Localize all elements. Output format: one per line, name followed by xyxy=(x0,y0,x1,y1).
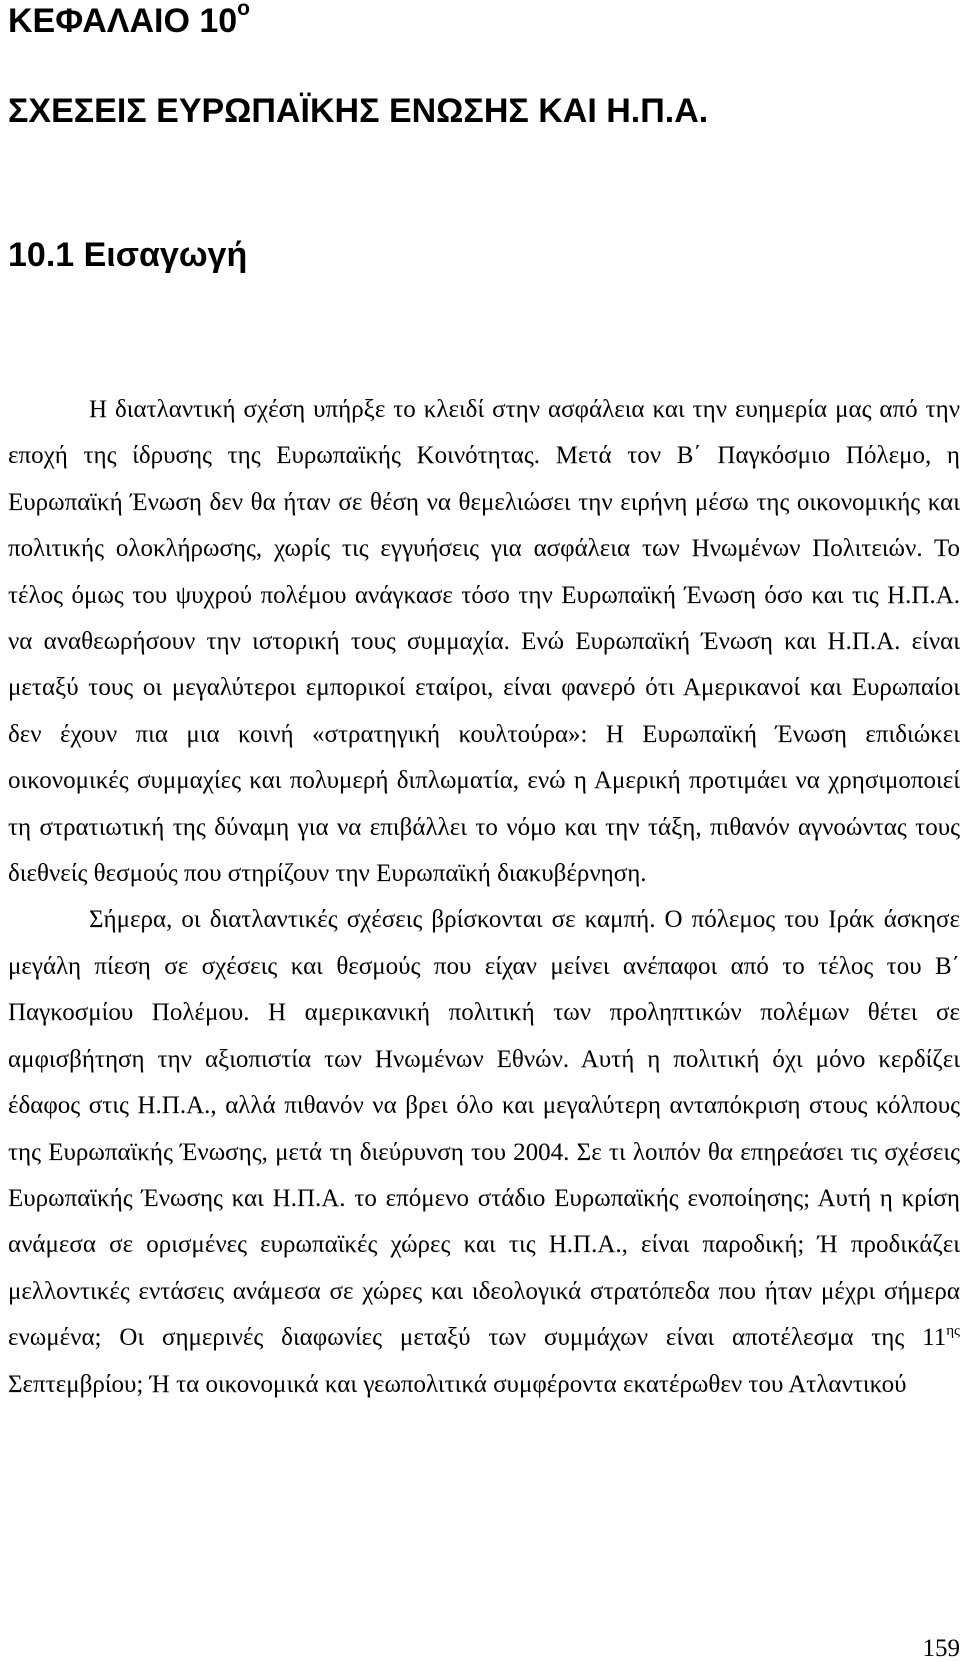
section-title: 10.1 Εισαγωγή xyxy=(8,238,247,272)
body-text xyxy=(0,387,960,1408)
paragraph-2 xyxy=(8,897,960,1407)
paragraph-1: Η διατλαντική σχέση υπήρξε το κλειδί στην ασφάλεια και την ευημερία μας από την εποχή της ίδρυσης της Ευρωπαϊκής Κοινότητας. Μετά τον Β΄ Παγκόσμιο Πόλεμο, η Ευρωπαϊκή Ένωση δεν θα ήταν σε θέση να θεμελιώσει την ειρήνη μέσω της οικονομικής και πολιτικής ολοκλήρωσης, χωρίς τις εγγυήσεις για ασφάλεια των Ηνωμένων Πολιτειών. Το τέλος όμως του ψυχρού πολέμου ανάγκασε τόσο την Ευρωπαϊκή Ένωση όσο και τις Η.Π.Α. να αναθεωρήσουν την ιστορική τους συμμαχία. Ενώ Ευρωπαϊκή Ένωση και Η.Π.Α. είναι μεταξύ τους οι μεγαλύτεροι εμπορικοί εταίροι, είναι φανερό ότι Αμερικανοί και Ευρωπαίοι δεν έχουν πια μια κοινή «στρατηγική κουλτούρα»: Η Ευρωπαϊκή Ένωση επιδιώκει οικονομικές συμμαχίες και πολυμερή διπλωματία, ενώ η Αμερική προτιμάει να χρησιμοποιεί τη στρατιωτική της δύναμη για να επιβάλλει το νόμο και την τάξη, πιθανόν αγνοώντας τους διεθνείς θεσμούς που στηρίζουν την Ευρωπαϊκή διακυβέρνηση. xyxy=(8,387,960,897)
paragraph-2-tail: Σεπτεμβρίου; Ή τα οικονομικά και γεωπολιτικά συμφέροντα εκατέρωθεν του Ατλαντικού xyxy=(8,1371,907,1398)
ordinal-superscript: ης xyxy=(946,1323,960,1339)
page-number: 159 xyxy=(923,1636,960,1661)
chapter-ordinal-superscript: ο xyxy=(237,0,250,20)
chapter-subtitle: ΣΧΕΣΕΙΣ ΕΥΡΩΠΑΪΚΗΣ ΕΝΩΣΗΣ ΚΑΙ Η.Π.Α. xyxy=(8,94,708,128)
chapter-label: ΚΕΦΑΛΑΙΟ 10 xyxy=(8,2,237,40)
paragraph-2-text: Σήμερα, οι διατλαντικές σχέσεις βρίσκονται σε καμπή. Ο πόλεμος του Ιράκ άσκησε μεγάλη πίεση σε σχέσεις και θεσμούς που είχαν μείνει ανέπαφοι από το τέλος του Β΄ Παγκοσμίου Πολέμου. Η αμερικανική πολιτική των προληπτικών πολέμων θέτει σε αμφισβήτηση την αξιοπιστία των Ηνωμένων Εθνών. Αυτή η πολιτική όχι μόνο κερδίζει έδαφος στις Η.Π.Α., αλλά πιθανόν να βρει όλο και μεγαλύτερη ανταπόκριση στους κόλπους της Ευρωπαϊκής Ένωσης, μετά τη διεύρυνση του 2004. Σε τι λοιπόν θα επηρεάσει τις σχέσεις Ευρωπαϊκής Ένωσης και Η.Π.Α. το επόμενο στάδιο Ευρωπαϊκής ενοποίησης; Αυτή η κρίση ανάμεσα σε ορισμένες ευρωπαϊκές χώρες και τις Η.Π.Α., είναι παροδική; Ή προδικάζει μελλοντικές εντάσεις ανάμεσα σε χώρες και ιδεολογικά στρατόπεδα που ήταν μέχρι σήμερα ενωμένα; Οι σημερινές διαφωνίες μεταξύ των συμμάχων είναι αποτέλεσμα της 11 xyxy=(8,906,960,1351)
chapter-title xyxy=(8,4,250,38)
